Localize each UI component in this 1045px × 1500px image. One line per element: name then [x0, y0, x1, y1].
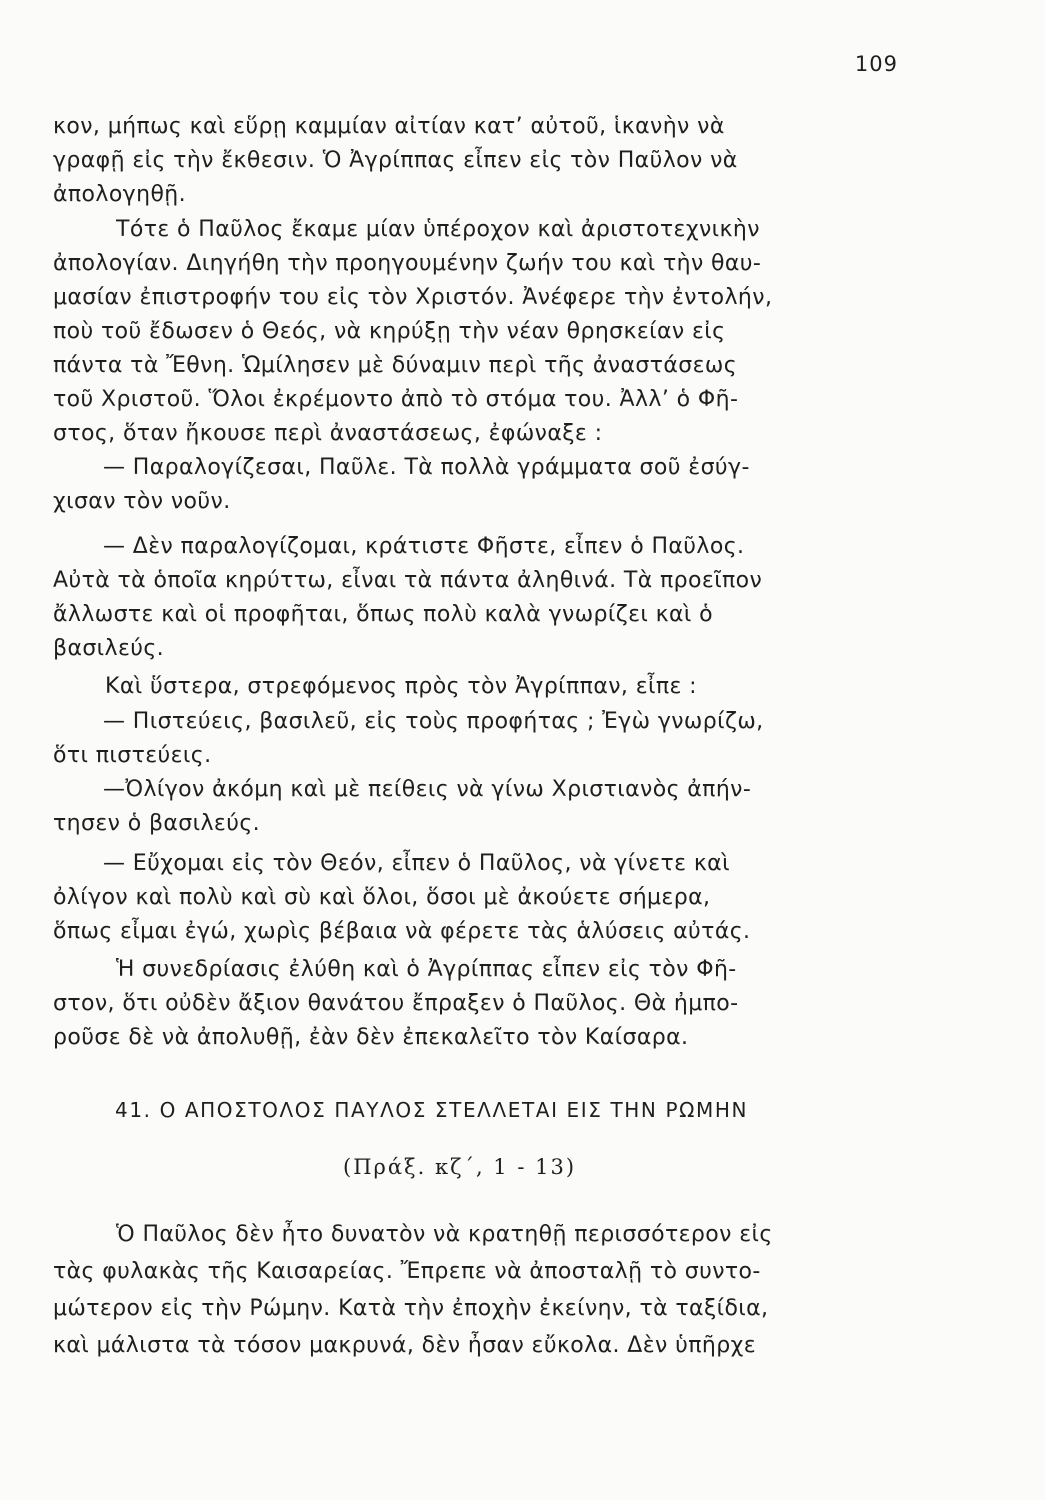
text-line: ὅτι πιστεύεις. — [53, 743, 212, 768]
text-line: ὀλίγον καὶ πολὺ καὶ σὺ καὶ ὅλοι, ὅσοι μὲ ἀκούετε σήμερα, — [53, 885, 711, 910]
text-line: Καὶ ὕστερα, στρεφόμενος πρὸς τὸν Ἀγρίππαν, εἶπε : — [105, 674, 697, 699]
section-heading: 41. Ο ΑΠΟΣΤΟΛΟΣ ΠΑΥΛΟΣ ΣΤΕΛΛΕΤΑΙ ΕΙΣ ΤΗΝ ΡΩΜΗΝ — [115, 1098, 749, 1122]
text-line: καὶ μάλιστα τὰ τόσον μακρυνά, δὲν ἦσαν εὔκολα. Δὲν ὑπῆρχε — [53, 1333, 756, 1358]
text-line: —Ὀλίγον ἀκόμη καὶ μὲ πείθεις νὰ γίνω Χριστιανὸς ἀπήν- — [103, 777, 752, 802]
text-line: — Πιστεύεις, βασιλεῦ, εἰς τοὺς προφήτας ; Ἐγὼ γνωρίζω, — [103, 709, 764, 734]
text-line: — Δὲν παραλογίζομαι, κράτιστε Φῆστε, εἶπεν ὁ Παῦλος. — [103, 534, 745, 559]
text-line: χισαν τὸν νοῦν. — [53, 489, 231, 514]
text-line: ἄλλωστε καὶ οἱ προφῆται, ὅπως πολὺ καλὰ γνωρίζει καὶ ὁ — [53, 602, 714, 627]
text-line: τοῦ Χριστοῦ. Ὅλοι ἐκρέμοντο ἀπὸ τὸ στόμα του. Ἀλλ’ ὁ Φῆ- — [53, 387, 739, 412]
text-line: πάντα τὰ Ἔθνη. Ὡμίλησεν μὲ δύναμιν περὶ τῆς ἀναστάσεως — [53, 353, 738, 378]
text-line: Τότε ὁ Παῦλος ἔκαμε μίαν ὑπέροχον καὶ ἀριστοτεχνικὴν — [116, 217, 760, 242]
page-number: 109 — [854, 52, 898, 76]
text-line: Αὐτὰ τὰ ὁποῖα κηρύττω, εἶναι τὰ πάντα ἀληθινά. Τὰ προεῖπον — [53, 568, 763, 593]
text-line: γραφῇ εἰς τὴν ἔκθεσιν. Ὁ Ἀγρίππας εἶπεν εἰς τὸν Παῦλον νὰ — [53, 148, 738, 173]
text-line: μασίαν ἐπιστροφήν του εἰς τὸν Χριστόν. Ἀνέφερε τὴν ἐντολήν, — [53, 285, 773, 310]
text-line: Ὁ Παῦλος δὲν ἦτο δυνατὸν νὰ κρατηθῇ περισσότερον εἰς — [116, 1222, 773, 1247]
text-line: Ἡ συνεδρίασις ἐλύθη καὶ ὁ Ἀγρίππας εἶπεν εἰς τὸν Φῆ- — [116, 957, 737, 982]
text-line: — Παραλογίζεσαι, Παῦλε. Τὰ πολλὰ γράμματα σοῦ ἐσύγ- — [103, 455, 750, 480]
section-reference: (Πράξ. κζ΄, 1 - 13) — [343, 1155, 577, 1179]
text-line: τὰς φυλακὰς τῆς Καισαρείας. Ἔπρεπε νὰ ἀποσταλῇ τὸ συντο- — [53, 1259, 761, 1284]
text-line: ποὺ τοῦ ἔδωσεν ὁ Θεός, νὰ κηρύξῃ τὴν νέαν θρησκείαν εἰς — [53, 319, 726, 344]
text-line: — Εὔχομαι εἰς τὸν Θεόν, εἶπεν ὁ Παῦλος, νὰ γίνετε καὶ — [103, 851, 730, 876]
text-line: ροῦσε δὲ νὰ ἀπολυθῇ, ἐὰν δὲν ἐπεκαλεῖτο τὸν Καίσαρα. — [53, 1025, 689, 1050]
text-line: στον, ὅτι οὐδὲν ἄξιον θανάτου ἔπραξεν ὁ Παῦλος. Θὰ ἠμπο- — [53, 991, 739, 1016]
text-line: ἀπολογίαν. Διηγήθη τὴν προηγουμένην ζωήν του καὶ τὴν θαυ- — [53, 251, 762, 276]
text-line: ὅπως εἶμαι ἐγώ, χωρὶς βέβαια νὰ φέρετε τὰς ἁλύσεις αὐτάς. — [53, 919, 751, 944]
text-line: βασιλεύς. — [53, 636, 165, 661]
text-line: μώτερον εἰς τὴν Ρώμην. Κατὰ τὴν ἐποχὴν ἐκείνην, τὰ ταξίδια, — [53, 1296, 769, 1321]
text-line: κον, μήπως καὶ εὕρῃ καμμίαν αἰτίαν κατ’ αὐτοῦ, ἱκανὴν νὰ — [53, 114, 725, 139]
text-line: τησεν ὁ βασιλεύς. — [53, 811, 261, 836]
text-line: στος, ὅταν ἤκουσε περὶ ἀναστάσεως, ἐφώναξε : — [53, 421, 603, 446]
text-line: ἀπολογηθῇ. — [53, 182, 187, 207]
